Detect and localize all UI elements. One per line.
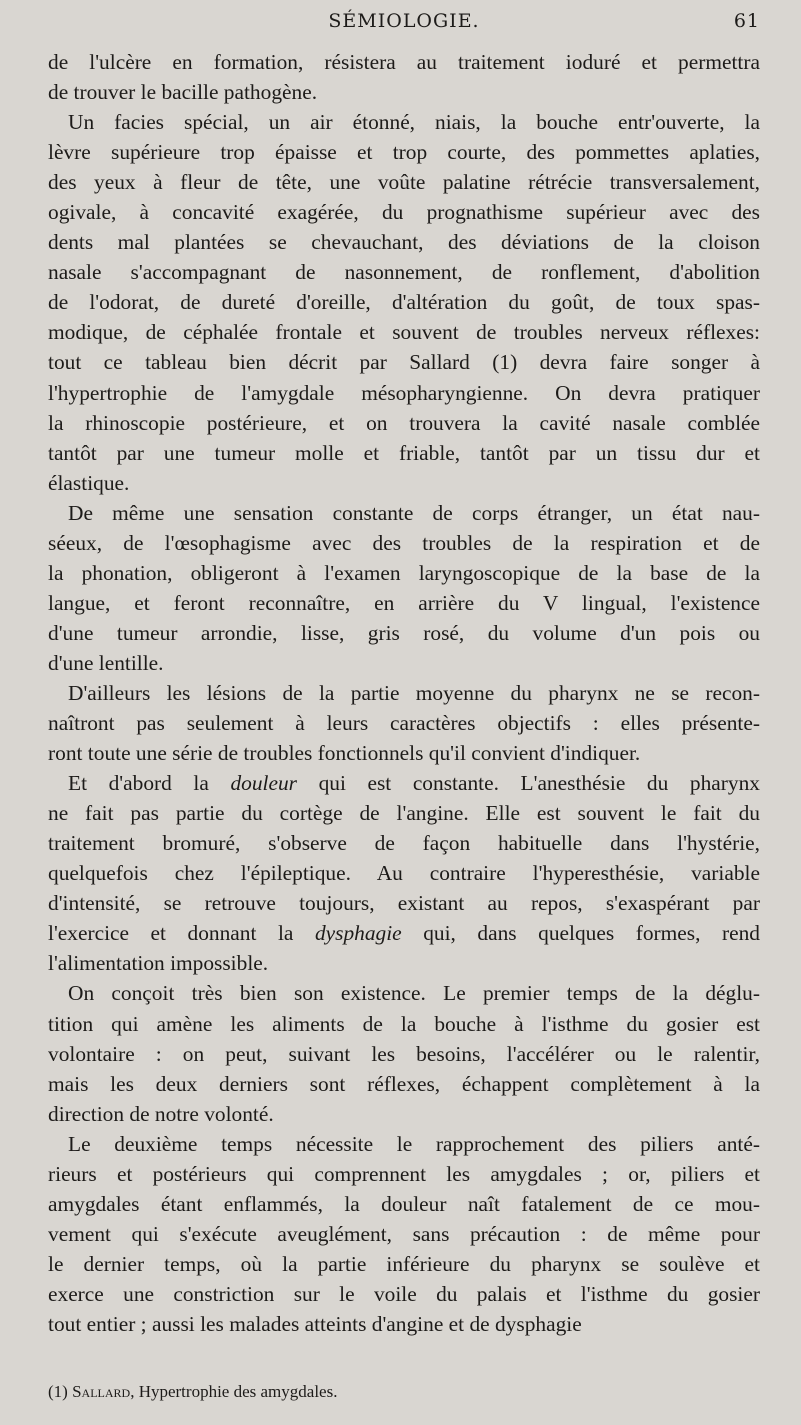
text-line: amygdales étant enflammés, la douleur naît fatalement de ce mou- xyxy=(48,1191,760,1216)
text-line: quelquefois chez l'épileptique. Au contraire l'hyperesthésie, variable xyxy=(48,861,760,886)
text-line: tout entier ; aussi les malades atteints d'angine et de dysphagie xyxy=(48,1311,582,1336)
text-line: d'une lentille. xyxy=(48,650,164,675)
text-line: volontaire : on peut, suivant les besoins, l'accélérer ou le ralentir, xyxy=(48,1041,760,1066)
paragraph xyxy=(48,978,760,1128)
text-line: séeux, de l'œsophagisme avec des troubles de la respiration et de xyxy=(48,530,760,555)
emphasis: dysphagie xyxy=(314,921,402,946)
text-line: de trouver le bacille pathogène. xyxy=(48,80,318,105)
text-line: des yeux à fleur de tête, une voûte palatine rétrécie transversalement, xyxy=(48,170,760,195)
text-line: modique, de céphalée frontale et souvent de troubles nerveux réflexes: xyxy=(48,320,760,345)
text-line: vement qui s'exécute aveuglément, sans précaution : de même pour xyxy=(48,1221,760,1246)
text-line: de l'ulcère en formation, résistera au traitement ioduré et permettra xyxy=(48,50,760,74)
text-line: ogivale, à concavité exagérée, du prognathisme supérieur avec des xyxy=(48,200,760,225)
text-line: On conçoit très bien son existence. Le premier temps de la déglu- xyxy=(68,981,760,1006)
running-header xyxy=(48,10,760,38)
text-line: l'exercice et donnant la dysphagie qui, dans quelques formes, rend xyxy=(48,921,760,946)
footnote-author: Sallard xyxy=(72,1382,131,1401)
text-line: traitement bromuré, s'observe de façon habituelle dans l'hystérie, xyxy=(48,831,760,856)
text-line: exerce une constriction sur le voile du palais et l'isthme du gosier xyxy=(48,1281,760,1306)
text-line: de l'odorat, de dureté d'oreille, d'altération du goût, de toux spas- xyxy=(48,290,760,315)
paragraph xyxy=(48,107,760,498)
text-line: d'une tumeur arrondie, lisse, gris rosé, du volume d'un pois ou xyxy=(48,620,760,645)
footnote-text: , Hypertrophie des amygdales. xyxy=(130,1382,338,1401)
body-text xyxy=(48,47,760,1339)
footnote-marker: (1) xyxy=(48,1382,68,1401)
text-line: lèvre supérieure trop épaisse et trop courte, des pommettes aplaties, xyxy=(48,140,760,165)
paragraph xyxy=(48,768,760,978)
text-line: Un facies spécial, un air étonné, niais, la bouche entr'ouverte, la xyxy=(68,110,760,135)
text-line: le dernier temps, où la partie inférieure du pharynx se soulève et xyxy=(48,1251,760,1276)
text-line: nasale s'accompagnant de nasonnement, de ronflement, d'abolition xyxy=(48,260,760,285)
text-line: naîtront pas seulement à leurs caractères objectifs : elles présente- xyxy=(48,711,760,736)
paragraph xyxy=(48,47,760,107)
text-line: D'ailleurs les lésions de la partie moyenne du pharynx ne se recon- xyxy=(68,680,760,705)
text-line: ront toute une série de troubles fonctionnels qu'il convient d'indiquer. xyxy=(48,741,641,766)
text-line: De même une sensation constante de corps étranger, un état nau- xyxy=(68,500,760,525)
paragraph xyxy=(48,498,760,678)
text-line: l'alimentation impossible. xyxy=(48,951,269,976)
text-line: Le deuxième temps nécessite le rapprochement des piliers anté- xyxy=(68,1131,760,1156)
text-line: ne fait pas partie du cortège de l'angine. Elle est souvent le fait du xyxy=(48,801,760,826)
footnote xyxy=(48,1382,760,1402)
text-line: rieurs et postérieurs qui comprennent les amygdales ; or, piliers et xyxy=(48,1161,760,1186)
emphasis: douleur xyxy=(230,771,297,796)
paragraph xyxy=(48,1129,760,1339)
text-line: la phonation, obligeront à l'examen laryngoscopique de la base de la xyxy=(48,560,760,585)
text-line: l'hypertrophie de l'amygdale mésopharyngienne. On devra pratiquer xyxy=(48,380,760,405)
text-line: Et d'abord la douleur qui est constante. L'anesthésie du pharynx xyxy=(68,771,760,796)
text-line: la rhinoscopie postérieure, et on trouvera la cavité nasale comblée xyxy=(48,410,760,435)
page-title: SÉMIOLOGIE. xyxy=(328,10,480,32)
text-line: dents mal plantées se chevauchant, des déviations de la cloison xyxy=(48,230,760,255)
text-line: d'intensité, se retrouve toujours, existant au repos, s'exaspérant par xyxy=(48,891,760,916)
page-number: 61 xyxy=(733,10,760,32)
text-line: mais les deux derniers sont réflexes, échappent complètement à la xyxy=(48,1071,760,1096)
text-line: tout ce tableau bien décrit par Sallard (1) devra faire songer à xyxy=(48,350,760,375)
text-line: élastique. xyxy=(48,470,130,495)
text-line: tition qui amène les aliments de la bouche à l'isthme du gosier est xyxy=(48,1011,760,1036)
paragraph xyxy=(48,678,760,768)
text-line: tantôt par une tumeur molle et friable, tantôt par un tissu dur et xyxy=(48,440,760,465)
text-line: direction de notre volonté. xyxy=(48,1101,274,1126)
text-line: langue, et feront reconnaître, en arrière du V lingual, l'existence xyxy=(48,590,760,615)
